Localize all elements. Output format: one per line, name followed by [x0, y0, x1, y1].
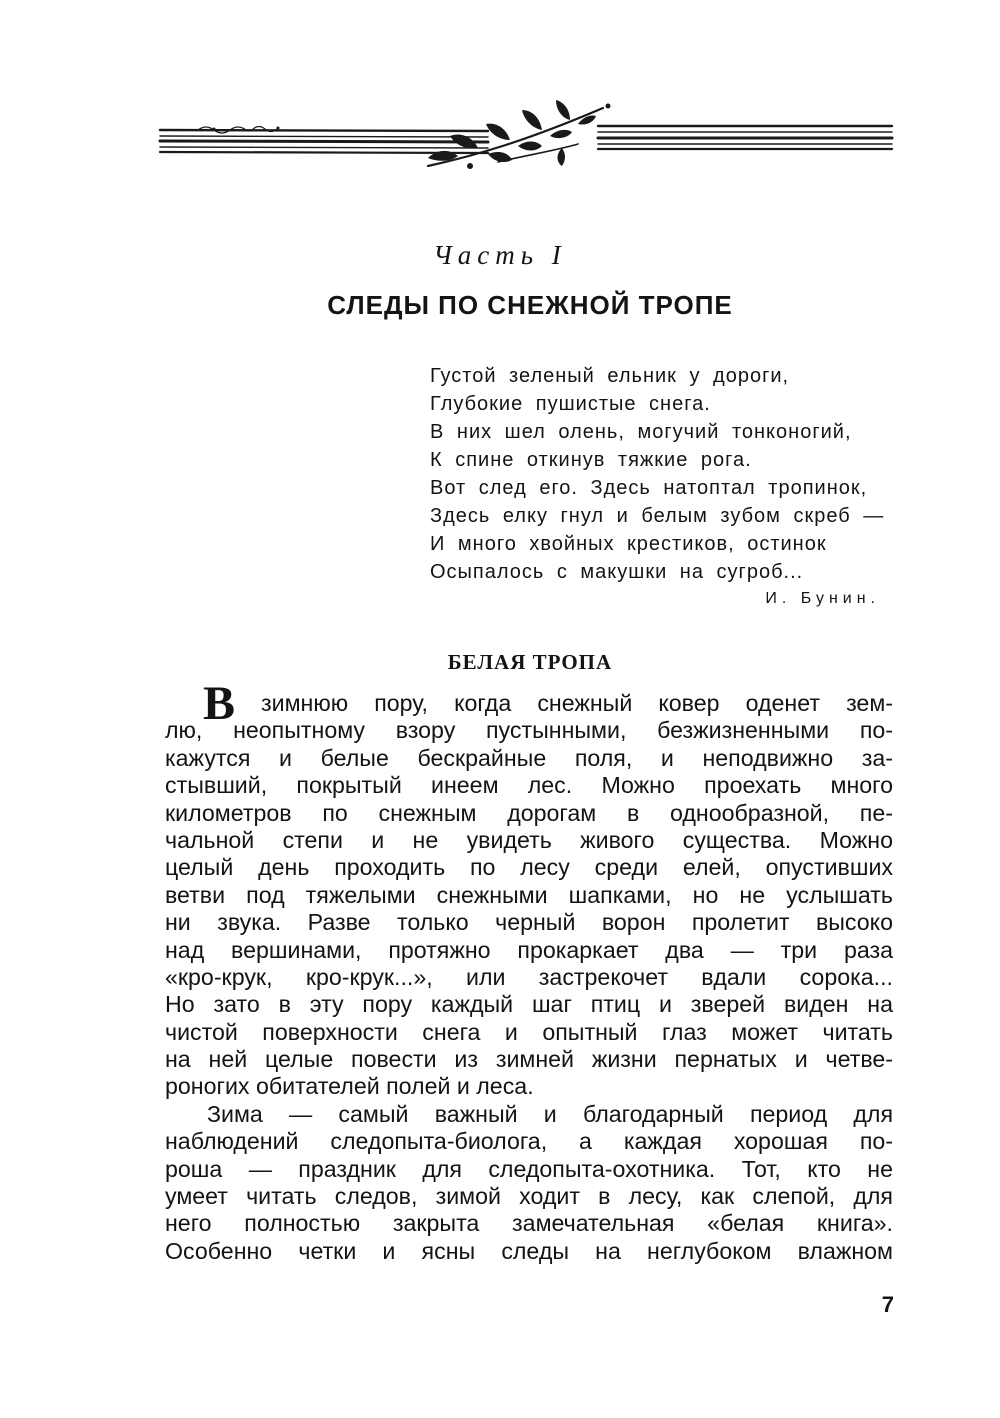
epigraph-line: К спине откинув тяжкие рога.: [430, 449, 752, 471]
text-line: на ней целые повести из зимней жизни пернатых и четве-: [165, 1046, 893, 1073]
epigraph-line: Глубокие пушистые снега.: [430, 393, 711, 415]
text-line: километров по снежным дорогам в однообразной, пе-: [165, 799, 893, 826]
part-title: СЛЕДЫ ПО СНЕЖНОЙ ТРОПЕ: [327, 290, 733, 320]
text-line: роногих обитателей полей и леса.: [165, 1073, 534, 1100]
page-number: 7: [881, 1292, 894, 1317]
text-line: наблюдений следопыта-биолога, а каждая хорошая по-: [165, 1128, 893, 1155]
text-line: «кро-крук, кро-крук...», или застрекочет вдали сорока...: [165, 963, 893, 990]
text-line: Зима — самый важный и благодарный период для: [207, 1100, 893, 1127]
epigraph-line: Здесь елку гнул и белым зубом скреб —: [430, 505, 885, 527]
text-line: ветви под тяжелыми снежными шапками, но не услышать: [165, 881, 893, 908]
text-line: него полностью закрыта замечательная «белая книга».: [165, 1210, 893, 1237]
epigraph: [430, 362, 900, 586]
epigraph-line: И много хвойных крестиков, остинок: [430, 533, 827, 555]
epigraph-line: Густой зеленый ельник у дороги,: [430, 365, 790, 387]
text-line: целый день проходить по лесу среди елей, опустивших: [165, 854, 893, 881]
text-line: чистой поверхности снега и опытный глаз может читать: [165, 1018, 893, 1045]
laurel-branch-ornament: [158, 100, 894, 170]
text-line: Но зато в эту пору каждый шаг птиц и зверей виден на: [165, 991, 893, 1018]
section-title: БЕЛАЯ ТРОПА: [447, 650, 613, 674]
text-line: роша — праздник для следопыта-охотника. Тот, кто не: [165, 1155, 893, 1182]
text-line: чальной степи и не увидеть живого существа. Можно: [165, 826, 893, 853]
epigraph-author: И. Бунин.: [765, 590, 880, 607]
epigraph-line: В них шел олень, могучий тонконогий,: [430, 421, 852, 443]
text-line: стывший, покрытый инеем лес. Можно проехать много: [165, 772, 893, 799]
epigraph-line: Осыпалось с макушки на сугроб...: [430, 561, 804, 583]
dropcap-letter: В: [203, 677, 236, 730]
text-line: Особенно четки и ясны следы на неглубоком влажном: [165, 1237, 893, 1264]
first-line: [165, 677, 893, 730]
part-label: Часть I: [433, 240, 567, 270]
text-line: ни звука. Разве только черный ворон пролетит высоко: [165, 909, 893, 936]
text-line: кажутся и белые бескрайные поля, и неподвижно за-: [165, 744, 893, 771]
epigraph-line: Вот след его. Здесь натоптал тропинок,: [430, 477, 868, 499]
text-line: умеет читать следов, зимой ходит в лесу, как слепой, для: [165, 1183, 893, 1210]
text-line: лю, неопытному взору пустынными, безжизненными по-: [165, 717, 893, 744]
body-text: [165, 677, 893, 1265]
first-line-text: зимнюю пору, когда снежный ковер оденет зем-: [261, 690, 893, 716]
text-line: над вершинами, протяжно прокаркает два — три раза: [165, 936, 893, 963]
